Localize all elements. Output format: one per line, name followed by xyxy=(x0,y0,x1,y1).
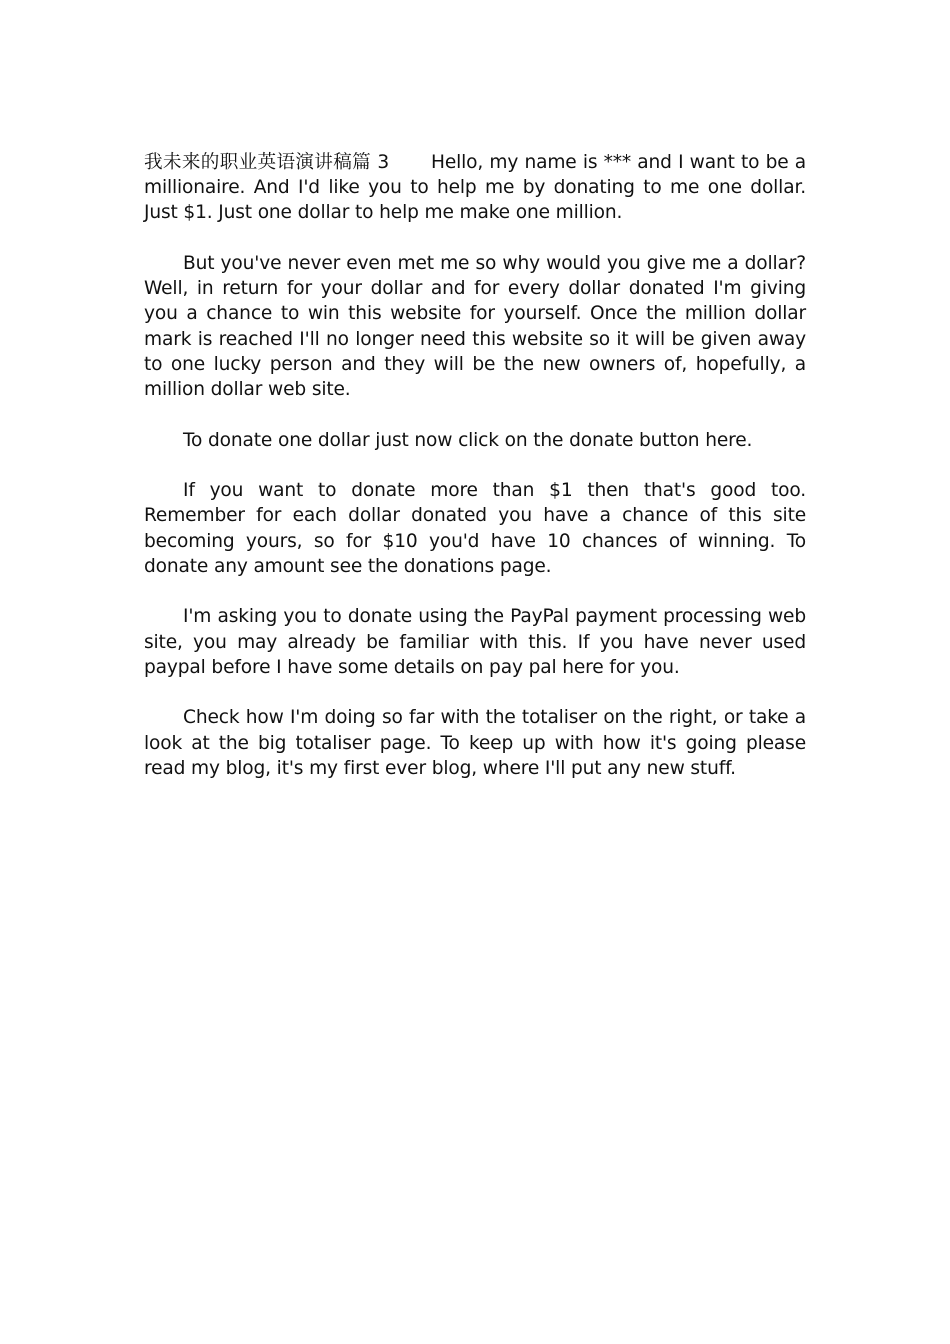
paragraph-1 xyxy=(144,150,806,226)
paragraph-6: Check how I'm doing so far with the totaliser on the right, or take a look at the big totaliser page. To keep up with how it's going please read my blog, it's my first ever blog, where I'll put any new stuff. xyxy=(144,707,806,779)
paragraph-2: But you've never even met me so why would you give me a dollar? Well, in return for your dollar and for every dollar donated I'm giving you a chance to win this website for yourself. Once the million dollar mark is reached I'll no longer need this website so it will be given away to one lucky person and they will be the new owners of, hopefully, a million dollar web site. xyxy=(144,253,806,401)
document-body xyxy=(144,150,806,806)
paragraph-text: Hello, my name is *** and I want to be a millionaire. And I'd like you to help me by donating to me one dollar. Just $1. Just one dollar to help me make one million. xyxy=(144,152,806,224)
paragraph-5: I'm asking you to donate using the PayPal payment processing web site, you may already be familiar with this. If you have never used paypal before I have some details on pay pal here for you. xyxy=(144,606,806,678)
paragraph-4: If you want to donate more than $1 then that's good too. Remember for each dollar donated you have a chance of this site becoming yours, so for $10 you'd have 10 chances of winning. To donate any amount see the donations page. xyxy=(144,480,806,577)
document-heading: 我未来的职业英语演讲稿篇 3 xyxy=(144,152,390,173)
paragraph-3: To donate one dollar just now click on the donate button here. xyxy=(183,429,753,451)
